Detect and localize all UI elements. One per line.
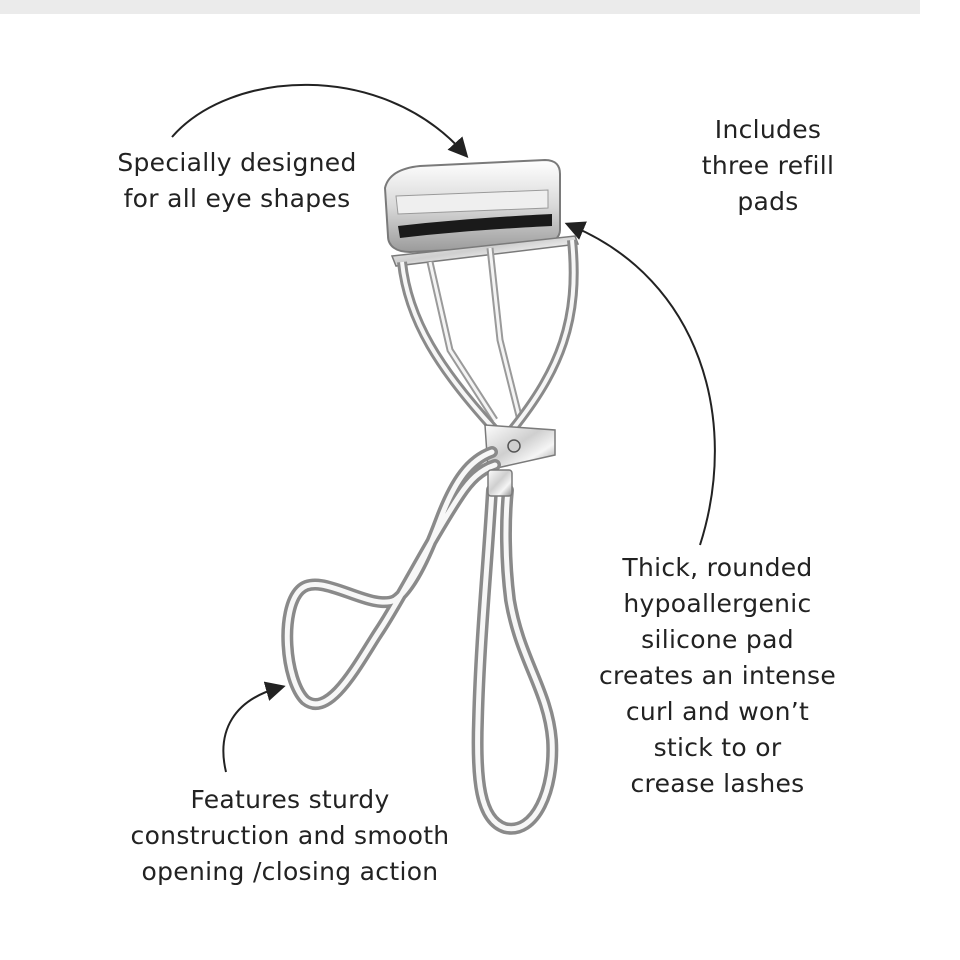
callout-refill-pads: Includes three refill pads	[701, 115, 835, 216]
callout-sturdy-construction: Features sturdy construction and smooth opening /closing action	[130, 785, 450, 886]
callout-eye-shapes: Specially designed for all eye shapes	[117, 148, 357, 213]
curler-group	[287, 160, 578, 829]
callout-silicone-pad: Thick, rounded hypoallergenic silicone pad creates an intense curl and won’t stick to or crease lashes	[598, 553, 837, 798]
arrow-eye-shapes	[172, 85, 463, 152]
arrow-silicone-pad	[572, 226, 715, 545]
hinge-screw	[508, 440, 520, 452]
arrow-sturdy	[223, 688, 278, 772]
